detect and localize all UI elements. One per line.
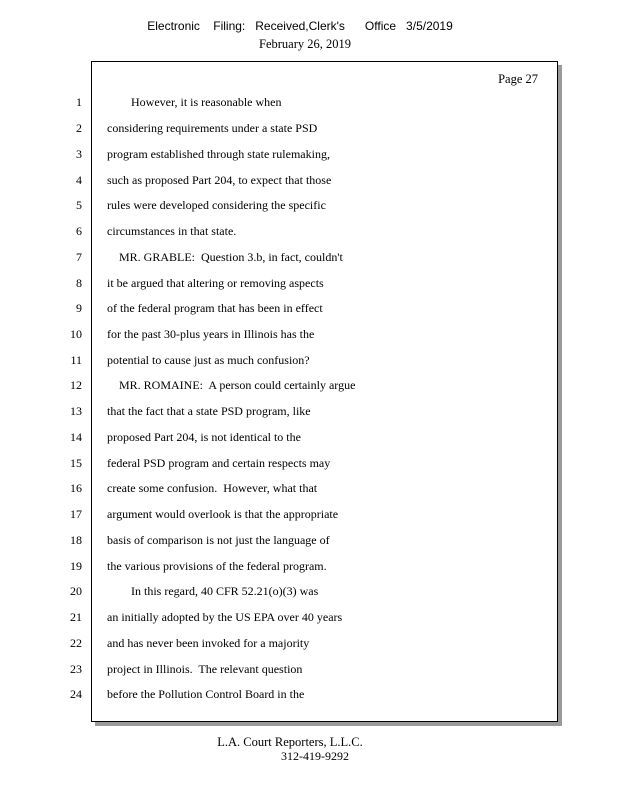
line-text: an initially adopted by the US EPA over 40 years [107,610,343,624]
line-text: In this regard, 40 CFR 52.21(o)(3) was [107,584,319,598]
line-text: basis of comparison is not just the language of [107,533,330,547]
line-number: 1 [76,95,82,109]
line-number: 3 [76,147,82,161]
line-number: 7 [76,250,82,264]
line-number: 20 [70,584,82,598]
line-number: 10 [70,327,82,341]
line-text: before the Pollution Control Board in the [107,687,305,701]
line-text: create some confusion. However, what that [107,481,318,495]
line-text: the various provisions of the federal program. [107,559,327,573]
line-text: program established through state rulemaking, [107,147,330,161]
line-number: 14 [70,430,82,444]
line-number: 8 [76,276,82,290]
line-text: However, it is reasonable when [107,95,282,109]
line-text: federal PSD program and certain respects may [107,456,331,470]
line-text: project in Illinois. The relevant question [107,662,303,676]
line-number: 13 [70,404,82,418]
line-text: proposed Part 204, is not identical to the [107,430,301,444]
line-number: 23 [70,662,82,676]
line-text: for the past 30-plus years in Illinois has the [107,327,315,341]
line-number: 4 [76,173,82,187]
line-text: circumstances in that state. [107,224,237,238]
line-number: 12 [70,378,82,392]
line-number: 24 [70,687,82,701]
court-reporter-name: L.A. Court Reporters, L.L.C. [217,735,363,749]
line-text: such as proposed Part 204, to expect that those [107,173,332,187]
line-number: 2 [76,121,82,135]
court-reporter-phone: 312-419-9292 [281,749,349,763]
filing-stamp: Electronic Filing: Received,Clerk's Office 3/5/2019 [147,19,453,33]
line-number: 18 [70,533,82,547]
line-text: MR. ROMAINE: A person could certainly argue [107,378,356,392]
line-number: 22 [70,636,82,650]
line-number: 9 [76,301,82,315]
line-text: considering requirements under a state PSD [107,121,318,135]
line-number: 21 [70,610,82,624]
line-number: 6 [76,224,82,238]
line-text: potential to cause just as much confusion? [107,353,310,367]
line-text: argument would overlook is that the appropriate [107,507,339,521]
line-number: 5 [76,198,82,212]
page-number: Page 27 [498,72,538,86]
line-text: rules were developed considering the specific [107,198,326,212]
line-text: that the fact that a state PSD program, like [107,404,311,418]
line-text: it be argued that altering or removing aspects [107,276,324,290]
line-number: 16 [70,481,82,495]
line-text: MR. GRABLE: Question 3.b, in fact, couldn't [107,250,343,264]
line-text: and has never been invoked for a majority [107,636,310,650]
line-number: 19 [70,559,82,573]
line-text: of the federal program that has been in effect [107,301,323,315]
line-number: 11 [70,353,82,367]
filed-date: February 26, 2019 [259,37,351,51]
line-number: 17 [70,507,82,521]
line-number: 15 [70,456,82,470]
